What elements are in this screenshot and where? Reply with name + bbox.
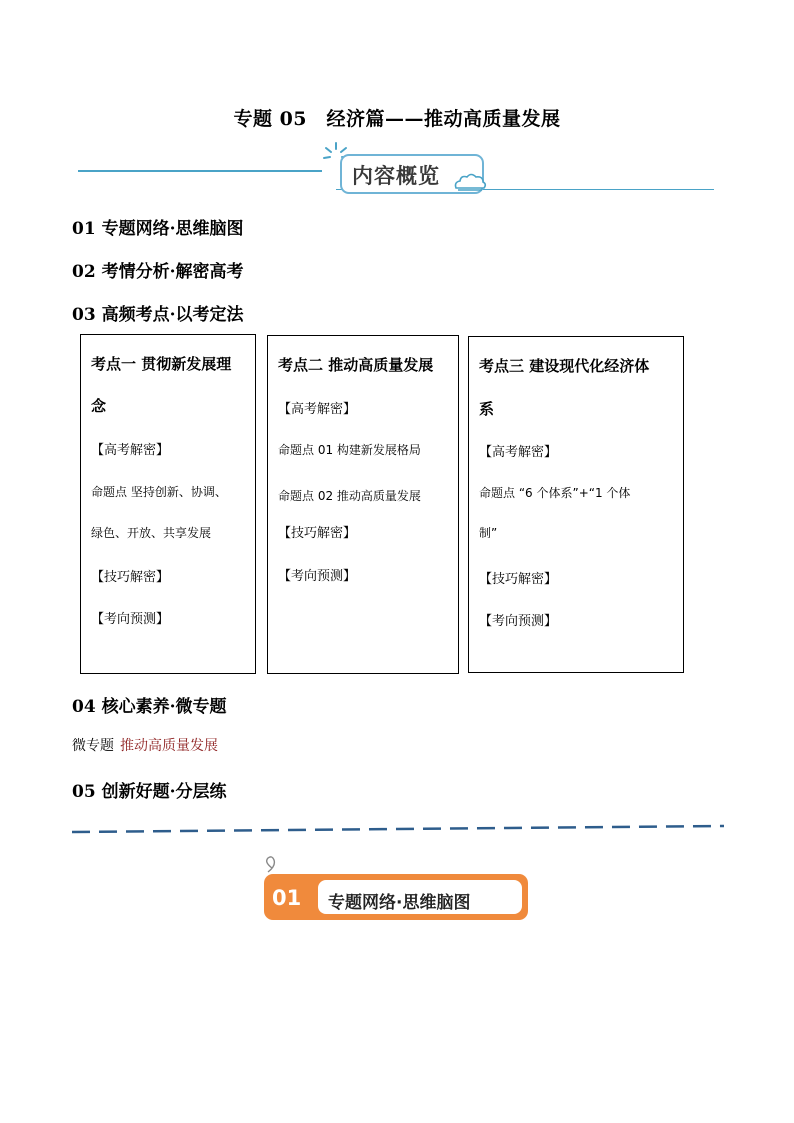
- section-04: 04 核心素养·微专题: [72, 697, 227, 717]
- box-item: 命题点 坚持创新、协调、: [91, 485, 227, 499]
- micro-label: 微专题: [72, 738, 114, 754]
- box-item: 【技巧解密】: [479, 572, 558, 587]
- box-item: 【考向预测】: [91, 612, 170, 627]
- section-05: 05 创新好题·分层练: [72, 782, 227, 802]
- overview-banner: [78, 140, 718, 196]
- box-heading: 考点三 建设现代化经济体: [479, 357, 650, 375]
- box-item: 绿色、开放、共享发展: [91, 526, 212, 540]
- dashed-divider: [72, 822, 724, 836]
- banner-line-left: [78, 170, 322, 172]
- box-heading: 考点二 推动高质量发展: [278, 356, 434, 374]
- section-01: 01 专题网络·思维脑图: [72, 219, 244, 239]
- cloud-icon: [452, 170, 488, 192]
- badge-number: 01: [272, 886, 302, 910]
- box-item: 命题点 “6 个体系”+“1 个体: [479, 486, 631, 500]
- overview-label: 内容概览: [352, 164, 440, 188]
- box-heading-cont: 系: [479, 400, 495, 418]
- box-heading-cont: 念: [91, 397, 107, 415]
- box-item: 命题点 02 推动高质量发展: [278, 489, 421, 503]
- topic-box-2: [267, 335, 459, 674]
- box-heading: 考点一 贯彻新发展理: [91, 355, 232, 373]
- section-badge: [258, 856, 538, 928]
- box-item: 【技巧解密】: [278, 526, 357, 541]
- box-item: 命题点 01 构建新发展格局: [278, 443, 421, 457]
- box-item: 制”: [479, 526, 498, 540]
- box-item: 【考向预测】: [278, 569, 357, 584]
- box-item: 【高考解密】: [278, 402, 357, 417]
- box-item: 【技巧解密】: [91, 570, 170, 585]
- micro-topic: [72, 735, 218, 755]
- box-item: 【高考解密】: [91, 443, 170, 458]
- badge-label: 专题网络·思维脑图: [328, 893, 471, 913]
- section-02: 02 考情分析·解密高考: [72, 262, 244, 282]
- micro-topic-title: 推动高质量发展: [120, 738, 218, 754]
- page-title: 专题 05 经济篇——推动高质量发展: [233, 108, 561, 130]
- box-item: 【考向预测】: [479, 614, 558, 629]
- topic-box-3: [468, 336, 684, 673]
- section-03: 03 高频考点·以考定法: [72, 305, 244, 325]
- box-item: 【高考解密】: [479, 445, 558, 460]
- topic-box-1: [80, 334, 256, 674]
